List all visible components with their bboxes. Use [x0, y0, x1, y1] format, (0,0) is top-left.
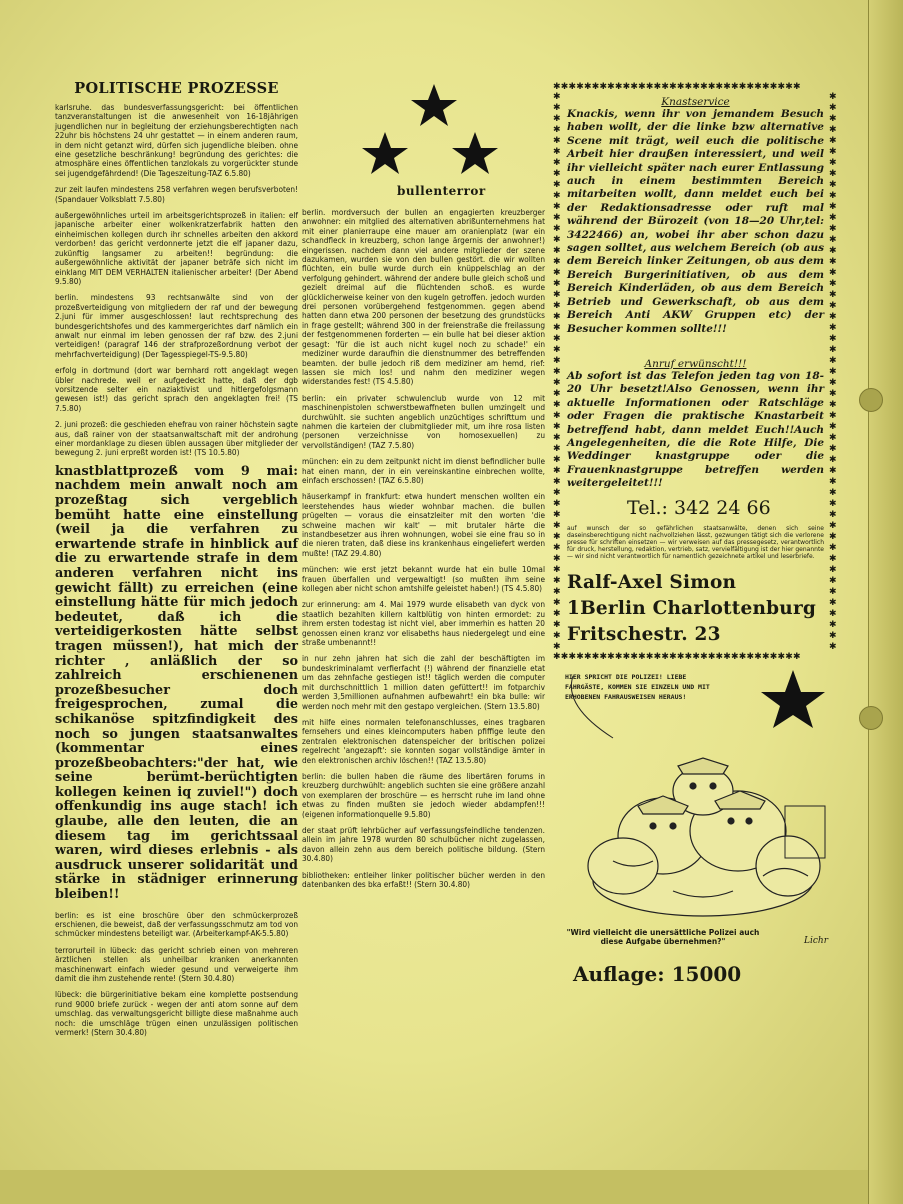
cartoon [553, 666, 838, 928]
star-icon [411, 84, 457, 126]
news-item: berlin: die bullen haben die räume des libertären forums in kreuzberg durchwühlt: angeblich suchten sie eine größere anzahl von exemplaren der broschüre — es herrscht ruhe im land ohne etwas zu finden mußten sie jedoch wieder abdampfen!!! (eigenen informationquelle 9.5.80) [302, 770, 545, 819]
star-icon [452, 132, 498, 174]
news-item: berlin. mordversuch der bullen an engagierten kreuzberger anwohner: ein mitglied des alternativen abrißunternehmens hat mit einer planierraupe eine mauer am oranienplatz (war ein schandfleck in kreuzberg, schon lange ärgernis der anwohner!) eingerissen. nachdem dann viel andere mitglieder der szene dazukamen, wurden sie von den bullen gestört. die wir wollten flüchten, ein bulle wurde durch ein knüppelschlag an der verfolgung gehindert. während der andere bulle gleich schoß und gezielt dreimal auf die flüchtenden schoß. es wurde glücklicherweise keiner von den kugeln getroffen. jedoch wurden drei personen vorübergehend festgenommen. gegen abend hatten dann etwa 200 personen der besetzung des grundstücks in frage gestellt; während 300 in der freienstraße die freilassung der festgenommenen forderten — ein bulle hat bei dieser aktion gesagt: 'für die ist auch nicht kugel noch zu schade!' ein mediziner wurde daraufhin die dienstnummer des betreffenden beamten. der bulle jedoch riß dem mediziner am hemd, rief: lassen sie mich los! und nahm den mediziner wegen widerstandes fest! (TS 4.5.80) [302, 207, 545, 387]
left-column [55, 80, 298, 1045]
cartoon-caption: "Wird vielleicht die unersättliche Polizei auch diese Aufgabe übernehmen?" [566, 927, 760, 946]
news-item: bibliotheken: entleiher linker politischer bücher werden in den datenbanken des bka erfaßt!! (Stern 30.4.80) [302, 869, 545, 889]
cartoon-police-illustration [553, 666, 838, 928]
address-name: Ralf-Axel Simon [567, 571, 737, 593]
news-item: terrorurteil in lübeck: das gericht schrieb einen von mehreren ärztlichen stellen als unheilbar kranken anerkannten maschinenwart einfach wieder gesund und verweigerte ihm damit die ihm zustehende rente! (Stern 30.4.80) [55, 944, 298, 984]
news-item: 2. juni prozeß: die geschieden ehefrau von rainer höchstein sagte aus, daß rainer von der staatsanwaltschaft mit der androhung einer mordanklage zu diesen üblen aussagen über mitglieder der bewegung 2. juni erpreßt worden ist! (TS 10.5.80) [55, 419, 298, 458]
knastservice-text: Knackis, wenn ihr von jemandem Besuch haben wollt, der die linke bzw alternative Scene mit trägt, weil euch die politische Arbeit hier draußen interessiert, und weil ihr vielleicht später nach eurer Entlassung auch in einem bestimmten Bereich mitarbeiten wollt, dann meldet euch bei der Redaktionsadresse oder ruft mal während der Bürozeit (von 18—20 Uhr,tel: 3422466) an, wobei ihr aber schon dazu sagen solltet, aus welchem Bereich (ob aus dem Bereich linker Zeitungen, ob aus dem Bereich Burgerinitiativen, ob aus dem Bereich Kinderläden, ob aus dem Bereich Betrieb und Gewerkschaft, ob aus dem Bereich Anti AKW Gruppen etc) der Besucher kommen sollte!!! [567, 108, 824, 335]
news-item: münchen: wie erst jetzt bekannt wurde hat ein bulle 10mal frauen überfallen und vergewaltigt! (so mußten ihm seine kollegen aber nicht schon amtshilfe geleistet haben!) (TS 4.5.80) [302, 564, 545, 594]
address-street: Fritschestr. 23 [567, 623, 721, 645]
news-item: zur erinnerung: am 4. Mai 1979 wurde elisabeth van dyck von staatlich bezahlten killern kaltblütig von hinten ermordet: zu ihrem ersten todestag ist nicht viel, aber immerhin es hatten 20 genossen einen kranz vor elisabeths haus niedergelegt und eine straße umbenannt!! [302, 599, 545, 648]
star-border: ✱✱✱✱✱✱✱✱✱✱✱✱✱✱✱✱✱✱✱✱✱✱✱✱✱✱✱✱✱✱✱✱✱✱✱✱✱✱✱✱✱✱✱✱✱✱✱✱✱✱✱ [829, 92, 837, 652]
news-item: lübeck: die bürgerinitiative bekam eine komplette postsendung rund 9000 briefe zurück - wegen der anti atom sonne auf dem umschlag. das verwaltungsgericht billigte diese maßnahme auch noch: die umschläge trügen einen unzulässigen politischen vermerk! (Stern 30.4.80) [55, 989, 298, 1038]
news-item: berlin. mindestens 93 rechtsanwälte sind von der prozeßverteidigung von mitgliedern der raf und der bewegung 2.juni für immer ausgeschlossen! laut rechtsprechung des bundesgerichtshofes und des kammergerichtes darf nämlich ein anwalt nur einmal im leben genossen der raf bzw. des 2.juni verteidigen! (paragraf 146 der strafprozeßordnung verbot der mehrfachverteidigung) (Der Tagesspiegel-TS-9.5.80) [55, 292, 298, 359]
speech-bubble: HIER SPRICHT DIE POLIZEI! LIEBE FAHRGÄSTE, KOMMEN SIE EINZELN UND MIT ERHOBENEN FAHRAUSWEISEN HERAUS! [565, 672, 710, 701]
cartoon-caption-row [553, 928, 838, 946]
page-bottom-edge [0, 1170, 903, 1204]
three-stars-logo [302, 82, 545, 188]
editor-address [567, 570, 824, 648]
binder-hole [859, 388, 883, 412]
section-title: bullenterror [397, 184, 486, 198]
legal-disclaimer: auf wunsch der so gefährlichen staatsanwälte, denen sich seine daseinsberechtigung nicht nachvollziehen lässt, gezwungen tätigt sich die verlorene presse für schriften einsetzen — wir verweisen auf das pressegesetz, verantwortlich für druck, herstellung, redaktion, vertrieb, satz, vervielfältigung ist der hier genannte — wir sind nicht verantwortlich für namentlich gezeichnete artikel und leserbriefe. [567, 524, 824, 560]
phone-number: Tel.: 342 24 66 [627, 496, 771, 519]
star-border: ✱✱✱✱✱✱✱✱✱✱✱✱✱✱✱✱✱✱✱✱✱✱✱✱✱✱✱✱✱✱✱✱✱✱✱✱✱✱✱✱✱✱✱✱✱✱✱✱✱✱✱ [553, 92, 561, 652]
news-item: erfolg in dortmund (dort war bernhard rott angeklagt wegen übler nachrede. weil er aufgedeckt hatte, daß der dgb vorsitzende selter ein naziaktivist und hitlergefolgsmann gewesen ist!) das gericht sprach den angeklagten frei! (TS 7.5.80) [55, 365, 298, 413]
artist-signature: Lichr [804, 935, 828, 946]
news-item: münchen: ein zu dem zeitpunkt nicht im dienst befindlicher bulle hat einen mann, der in ein vereinskantine einbrechen wollte, einfach erschossen! (TAZ 6.5.80) [302, 456, 545, 485]
news-item: berlin: es ist eine broschüre über den schmückerprozeß erschienen, die beweist, daß der verfassungsschmutz am tod von schmücker mindestens beteiligt war. (Arbeiterkampf-AK-5.5.80) [55, 909, 298, 939]
address-city: 1Berlin Charlottenburg [567, 597, 817, 619]
news-item: häuserkampf in frankfurt: etwa hundert menschen wollten ein leerstehendes haus wieder wohnbar machen. die bullen prügelten — voraus die einsatzleiter mit den worten 'die schweine machen wir kalt' — mit brutaler härte die instandbesetzer aus ihren wohnungen, wobei sie eine frau so in die nieren traten, daß diese ins krankenhaus eingeliefert werden mußte! (TAZ 29.4.80) [302, 491, 545, 558]
knastservice-box [553, 92, 838, 652]
right-column [553, 82, 838, 986]
middle-column [302, 82, 545, 896]
binder-hole [859, 706, 883, 730]
star-icon [761, 670, 825, 728]
knastblatt-statement: knastblattprozeß vom 9 mai: nachdem mein anwalt noch am prozeßtag sich vergeblich bemüht hatte eine einstellung (weil ja die verfahren zu erwartende strafe in hinblick auf die zu erwartende strafe in dem anderen verfahren nicht ins gewicht fällt) zu erreichen (eine einstellung hätte für mich jedoch bedeutet, daß ich die verteidigerkosten hätte selbst tragen müssen!), hat mich der richter , anläßlich der so zahlreich erschienenen prozeßbesucher doch freigesprochen, zumal die schikanöse spitzfindigkeit des noch so jungen staatsanwaltes (kommentar eines prozeßbeobachters:"der hat, wie seine berümt-berüchtigten kollegen keinen iq zuviel!") doch offenkundig ins auge stach! ich glaube, alle den leuten, die an diesem tag im gerichtssaal waren, wird dieses erlebnis - als ausdruck unserer solidarität und stärke in städniger erinnerung bleiben!! [55, 463, 298, 903]
anruf-title: Anruf erwünscht!!! [644, 357, 747, 370]
knastservice-title: Knastservice [661, 96, 730, 108]
news-item: zur zeit laufen mindestens 258 verfahren wegen berufsverboten! (Spandauer Volksblatt 7.5.80) [55, 184, 298, 204]
news-item: mit hilfe eines normalen telefonanschlusses, eines tragbaren fernsehers und eines kleincomputers haben pfiffige leute den zentralen elektronischen datenspeicher der britischen polizei regelrecht 'angezapft': sie konnten sogar vollständige ämter in den elektronischen archiv löschen!! (TAZ 13.5.80) [302, 716, 545, 765]
news-item: in nur zehn jahren hat sich die zahl der beschäftigten im bundeskriminalamt verfierfacht (!) während der finanzielle etat um das zehnfache gestiegen ist!! täglich werden die computer mit durchschnittlich 1 million daten gefüttert!! im fotparchiv werden 3,5millionen aufnahmen aufbewahrt! ein bka bulle: wir werden noch mehr mit den gestapo vergleichen. (Stern 13.5.80) [302, 653, 545, 711]
star-border: ✱✱✱✱✱✱✱✱✱✱✱✱✱✱✱✱✱✱✱✱✱✱✱✱✱✱✱✱✱✱✱✱ [553, 651, 801, 662]
news-item: der staat prüft lehrbücher auf verfassungsfeindliche tendenzen. allein im jahre 1978 wurden 80 schulbücher nicht zugelassen, davon allein zehn aus dem bereich politische bildung. (Stern 30.4.80) [302, 824, 545, 864]
page-right-edge [868, 0, 903, 1204]
news-item: berlin: ein privater schwulenclub wurde von 12 mit maschinenpistolen schwerstbewaffneten bullen umzingelt und durchwühlt. sie suchten angeblich unzüchtiges schrifttum und nahmen die karteien der clubmitglieder mit, um ihre rosa listen (personen verzeichnisse von homosexuellen) zu vervollständigen! (TAZ 7.5.80) [302, 392, 545, 450]
print-run: Auflage: 15000 [573, 961, 742, 986]
news-item: außergewöhnliches urteil im arbeitsgerichtsprozeß in italien: elf japanische arbeiter einer wolkenkratzerfabrik hatten den einheimischen kollegen durch ihr schnelles arbeiten den akkord verdorben! das gericht verdonnerte jetzt die elf japaner dazu, zukünftig langsamer zu arbeiten!! begründung: die außergewöhnliche aktivität der japaner beträfe sich nicht im einklang MIT DEM VERHALTEN italienischer arbeiter! (Der Abend 9.5.80) [55, 210, 298, 286]
section-title: POLITISCHE PROZESSE [74, 80, 279, 97]
star-icon [362, 132, 408, 174]
star-border: ✱✱✱✱✱✱✱✱✱✱✱✱✱✱✱✱✱✱✱✱✱✱✱✱✱✱✱✱✱✱✱✱ [553, 82, 801, 92]
news-item: karlsruhe. das bundesverfassungsgericht: bei öffentlichen tanzveranstaltungen ist die anwesenheit von 16-18jährigen jugendlichen nur in begleitung der erziehungsberechtigten nach 22uhr bis höchstens 24 uhr gestattet — in einem anderen raum, in dem nicht getanzt wird, dürfen sich jugendliche bleiben. ohne eine gesetzliche beschränkung! begründung des gerichtes: die atmosphäre eines öffentlichen tanzlokals zu vorgerückter stunde sei jugendgefährdend! (Die Tageszeitung-TAZ 6.5.80) [55, 102, 298, 178]
anruf-text: Ab sofort ist das Telefon jeden tag von 18-20 Uhr besetzt!Also Genossen, wenn ihr aktuelle Informationen oder Ratschläge oder Fragen die praktische Knastarbeit betreffend habt, dann meldet Euch!!Auch Angelegenheiten, die die Rote Hilfe, Die Weddinger knastgruppe oder die Frauenknastgruppe betreffen werden weitergeleitet!!! [567, 369, 824, 490]
